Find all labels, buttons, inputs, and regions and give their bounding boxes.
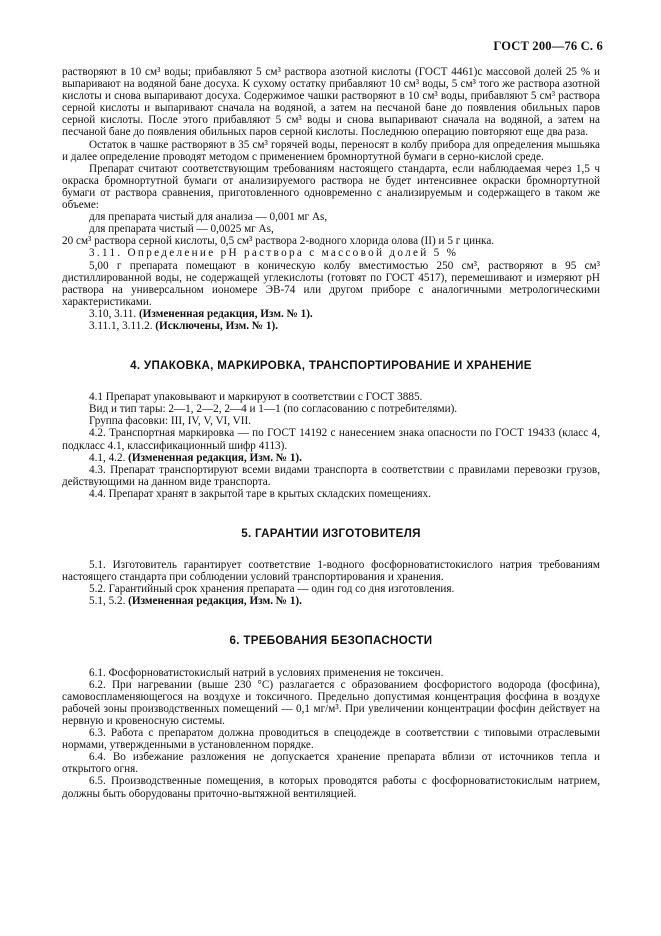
section-title-guarantees: 5. ГАРАНТИИ ИЗГОТОВИТЕЛЯ	[241, 527, 421, 540]
amendment-ref: 4.1, 4.2.	[89, 451, 126, 464]
paragraph-5-2: 5.2. Гарантийный срок хранения препарата — один год со дня изготовления.	[89, 583, 455, 596]
paragraph-4-1: 4.1 Препарат упаковывают и маркируют в соответствии с ГОСТ 3885.	[89, 391, 423, 404]
paragraph-6-4: 6.4. Во избежание разложения не допускается хранение препарата вблизи от источников тепла и открытого огня.	[62, 751, 600, 776]
amendment-text: (Исключены, Изм. № 1).	[155, 319, 278, 332]
amendment-note-2	[62, 320, 600, 332]
section-title-safety: 6. ТРЕБОВАНИЯ БЕЗОПАСНОСТИ	[229, 634, 433, 648]
paragraph-arsenic-procedure: растворяют в 10 см³ воды; прибавляют 5 см³ раствора азотной кислоты (ГОСТ 4461)с массовой долей 25 % и выпаривают на водяной бане досуха. К сухому остатку прибавляют 10 см³ воды, 5 см³ того же раствора азотной кислоты и снова выпаривают досуха. Содержимое чашки растворяют в 10 см³ воды, прибавляют 5 см³ раствора серной кислоты и выпаривают сначала на водяной, а затем на песчаной бане до появления обильных паров серной кислоты. После этого прибавляют 5 см³ воды и снова выпаривают сначала на водяной, а затем на песчаной бане до появления обильных паров серной кислоты. Последнюю операцию повторяют еще два раза.	[62, 66, 600, 139]
amendment-text: (Измененная редакция, Изм. № 1).	[128, 451, 302, 464]
paragraph-criteria: Препарат считают соответствующим требованиям настоящего стандарта, если наблюдаемая через 1,5 ч окраска бромнортутной бумаги от анализируемого раствора не будет интенсивнее окраски бромнортутной бумаги от раствора сравнения, приготовленного одновременно с анализируемым и содержащего в таком же объеме:	[62, 162, 600, 212]
list-item-reagents: 20 см³ раствора серной кислоты, 0,5 см³ раствора 2-водного хлорида олова (II) и 5 г цинка.	[62, 235, 495, 248]
amendment-note-4	[62, 595, 600, 607]
paragraph-4-3: 4.3. Препарат транспортируют всеми видами транспорта в соответствии с правилами перевозки грузов, действующими на данном виде транспорта.	[62, 463, 600, 488]
amendment-ref: 5.1, 5.2.	[89, 595, 126, 608]
amendment-ref: 3.11.1, 3.11.2.	[89, 319, 153, 332]
paragraph-6-2: 6.2. При нагревании (выше 230 °С) разлагается с образованием фосфористого водорода (фосфина), самовоспламеняющегося на воздухе и токсичного. Предельно допустимая концентрация фосфина в воздухе рабочей зоны производственных помещений — 0,1 мг/м³. При увеличении концентрации фосфин действует на нервную и кровеносную системы.	[62, 678, 600, 727]
amendment-ref: 3.10, 3.11.	[89, 307, 137, 320]
amendment-note-3	[62, 452, 600, 464]
list-item-pure-grade: для препарата чистый — 0,0025 мг As,	[89, 223, 274, 236]
document-body	[62, 66, 600, 800]
subsection-title-ph: 3.11. Определение pH раствора с массовой долей 5 %	[89, 247, 459, 260]
amendment-note-1	[62, 308, 600, 320]
paragraph-ph-method: 5,00 г препарата помещают в коническую колбу вместимостью 250 см³, растворяют в 95 см³ дистиллированной воды, не содержащей углекислоты (готовят по ГОСТ 4517), перемешивают и измеряют pH раствора на универсальном иономере ЭВ-74 или другом приборе с аналогичными метрологическими характеристиками.	[62, 259, 600, 308]
page-header: ГОСТ 200—76 С. 6	[493, 39, 603, 53]
paragraph-4-2: 4.2. Транспортная маркировка — по ГОСТ 14192 с нанесением знака опасности по ГОСТ 19433 (класс 4, подкласс 4.1, классификационный шифр 4113).	[62, 427, 600, 452]
amendment-text: (Измененная редакция, Изм. № 1).	[128, 595, 302, 608]
paragraph-4-4: 4.4. Препарат хранят в закрытой таре в крытых складских помещениях.	[89, 487, 431, 500]
list-item-analysis-grade: для препарата чистый для анализа — 0,001 мг As,	[89, 211, 328, 224]
paragraph-5-1: 5.1. Изготовитель гарантирует соответствие 1-водного фосфорноватистокислого натрия требованиям настоящего стандарта при соблюдении условий транспортирования и хранения.	[62, 559, 600, 584]
paragraph-6-1: 6.1. Фосфорноватистокислый натрий в условиях применения не токсичен.	[89, 666, 444, 679]
paragraph-residue: Остаток в чашке растворяют в 35 см³ горячей воды, переносят в колбу прибора для определения мышьяка и далее определение проводят методом с применением бромнортутной бумаги в серно-кислой среде.	[62, 138, 600, 163]
amendment-text: (Измененная редакция, Изм. № 1).	[138, 307, 313, 320]
paragraph-packing-group: Группа фасовки: III, IV, V, VI, VII.	[89, 415, 251, 428]
paragraph-6-3: 6.3. Работа с препаратом должна проводиться в спецодежде в соответствии с типовыми отраслевыми нормами, утвержденными в установленном порядке.	[62, 727, 600, 752]
paragraph-container-type: Вид и тип тары: 2—1, 2—2, 2—4 и 1—1 (по согласованию с потребителями).	[89, 403, 458, 416]
section-title-packaging: 4. УПАКОВКА, МАРКИРОВКА, ТРАНСПОРТИРОВАНИЕ И ХРАНЕНИЕ	[130, 359, 532, 373]
paragraph-6-5: 6.5. Производственные помещения, в которых проводятся работы с фосфорноватистокислым натрием, должны быть оборудованы приточно-вытяжной вентиляцией.	[62, 775, 600, 800]
